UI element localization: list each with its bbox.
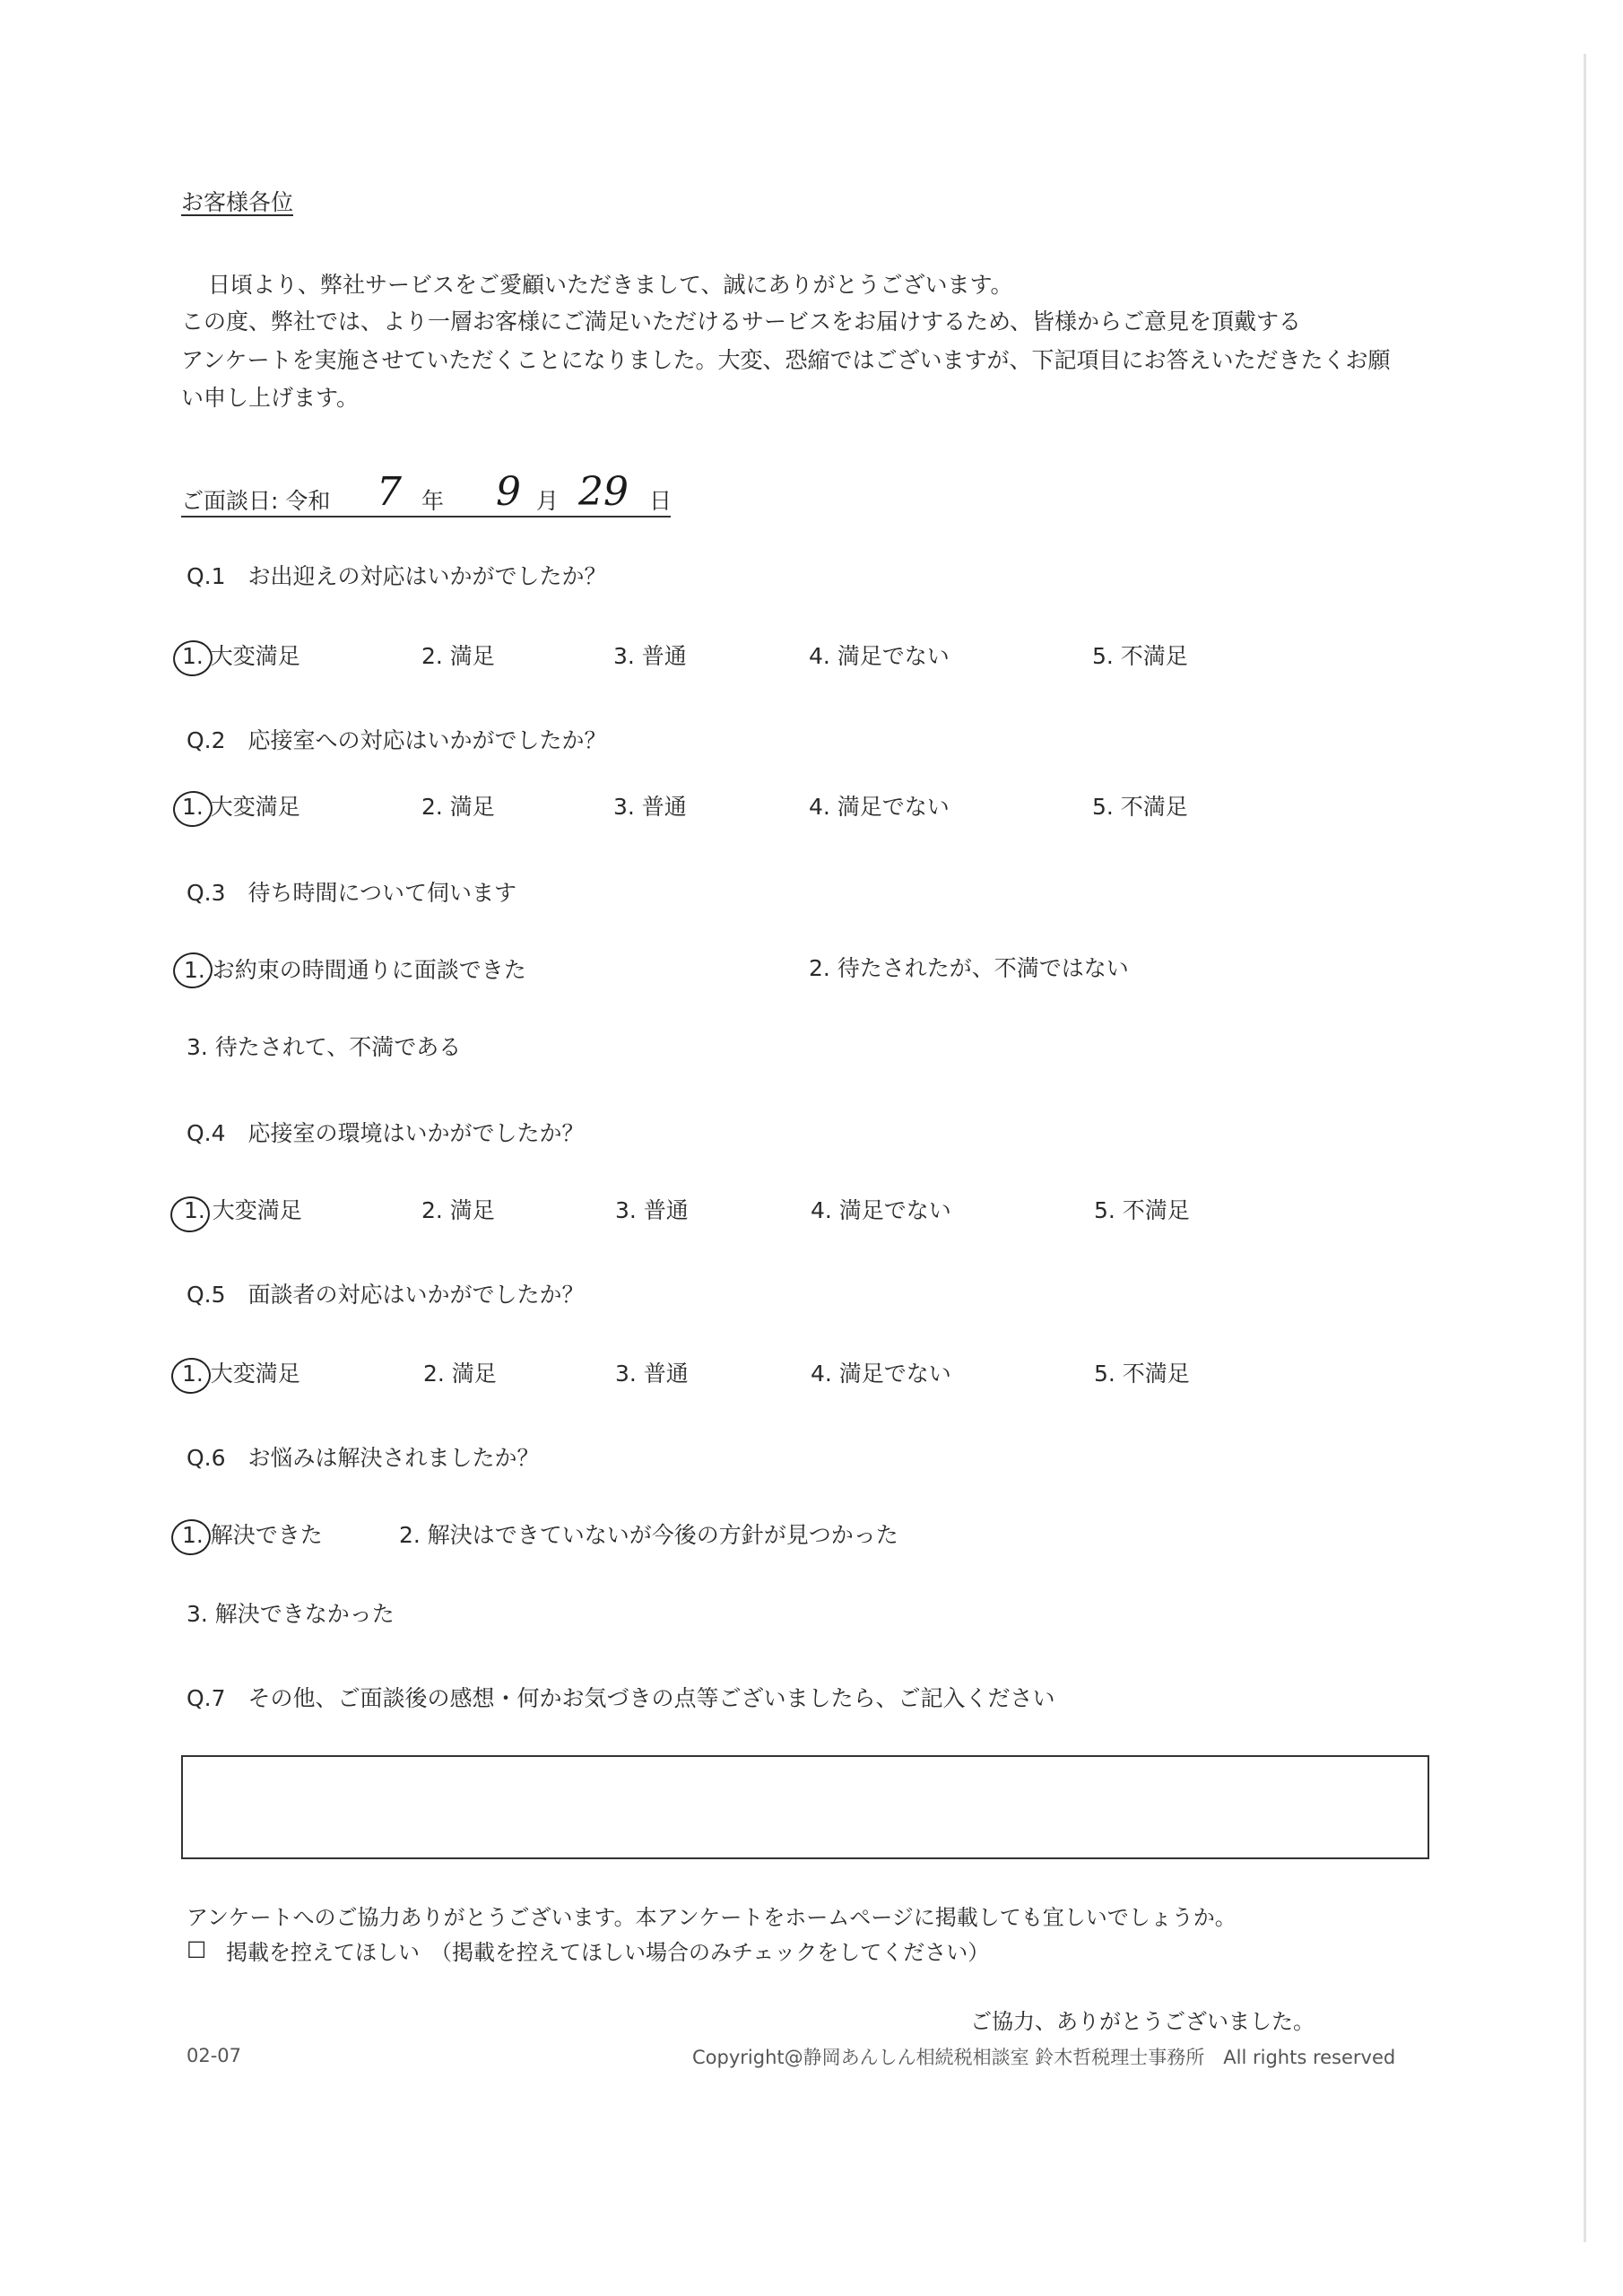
intro-line-3: アンケートを実施させていただくことになりました。大変、恐縮ではございますが、下記項目にお答えいただきたくお願 bbox=[181, 347, 1391, 373]
interview-date-year-unit: 年 bbox=[421, 488, 445, 514]
q3-option-3[interactable]: 3. 待たされて、不満である bbox=[187, 1034, 462, 1060]
interview-date-month-unit: 月 bbox=[536, 488, 560, 514]
q5-option-3[interactable]: 3. 普通 bbox=[615, 1361, 689, 1387]
intro-line-2: この度、弊社では、より一層お客様にご満足いただけるサービスをお届けするため、皆様からご意見を頂戴する bbox=[181, 309, 1302, 335]
interview-date-month[interactable]: 9 bbox=[496, 469, 521, 515]
q1-text: Q.1 お出迎えの対応はいかがでしたか？ bbox=[187, 563, 607, 589]
q7-answer bbox=[183, 1757, 1428, 1775]
q3-option-1[interactable]: 1. お約束の時間通りに面談できた bbox=[184, 957, 526, 983]
q1-option-1[interactable]: 1. 大変満足 bbox=[182, 643, 300, 669]
q2-option-1[interactable]: 1. 大変満足 bbox=[182, 794, 300, 820]
q2-option-4[interactable]: 4. 満足でない bbox=[809, 794, 950, 820]
q2-option-5[interactable]: 5. 不満足 bbox=[1092, 794, 1188, 820]
interview-date-year[interactable]: 7 bbox=[377, 469, 402, 515]
q1-option-2[interactable]: 2. 満足 bbox=[421, 643, 495, 669]
q7-text: Q.7 その他、ご面談後の感想・何かお気づきの点等ございましたら、ご記入ください bbox=[187, 1685, 1055, 1711]
q1-option-3[interactable]: 3. 普通 bbox=[613, 643, 687, 669]
q4-option-3[interactable]: 3. 普通 bbox=[615, 1197, 689, 1223]
q2-option-2[interactable]: 2. 満足 bbox=[421, 794, 495, 820]
q5-option-4[interactable]: 4. 満足でない bbox=[811, 1361, 951, 1387]
interview-date-day-unit: 日 bbox=[649, 488, 673, 514]
publish-question: アンケートへのご協力ありがとうございます。本アンケートをホームページに掲載しても宜しいでしょうか。 bbox=[187, 1905, 1237, 1930]
scan-edge-line bbox=[1584, 54, 1586, 2242]
q6-option-2[interactable]: 2. 解決はできていないが今後の方針が見つかった bbox=[399, 1522, 898, 1548]
q6-text: Q.6 お悩みは解決されましたか？ bbox=[187, 1445, 540, 1471]
interview-date-day[interactable]: 29 bbox=[578, 469, 629, 515]
interview-date-underline bbox=[181, 516, 671, 517]
q5-text: Q.5 面談者の対応はいかがでしたか？ bbox=[187, 1282, 585, 1308]
q3-option-2[interactable]: 2. 待たされたが、不満ではない bbox=[809, 955, 1129, 981]
q4-text: Q.4 応接室の環境はいかがでしたか？ bbox=[187, 1120, 585, 1146]
q4-option-4[interactable]: 4. 満足でない bbox=[811, 1197, 951, 1223]
q6-option-3[interactable]: 3. 解決できなかった bbox=[187, 1601, 395, 1627]
q2-text: Q.2 応接室への対応はいかがでしたか？ bbox=[187, 727, 607, 753]
publish-opt-out-checkbox[interactable]: ☐ bbox=[187, 1937, 207, 1963]
q4-option-1[interactable]: 1. 大変満足 bbox=[184, 1197, 302, 1223]
form-code: 02-07 bbox=[187, 2045, 242, 2066]
q7-comment-box[interactable] bbox=[181, 1755, 1429, 1859]
q6-option-1[interactable]: 1. 解決できた bbox=[182, 1522, 323, 1548]
q2-option-3[interactable]: 3. 普通 bbox=[613, 794, 687, 820]
interview-date-label: ご面談日: 令和 bbox=[181, 488, 331, 514]
greeting: お客様各位 bbox=[181, 189, 294, 215]
q5-option-2[interactable]: 2. 満足 bbox=[423, 1361, 497, 1387]
q5-option-5[interactable]: 5. 不満足 bbox=[1094, 1361, 1190, 1387]
copyright: Copyright@静岡あんしん相続税相談室 鈴木哲税理士事務所 All rights reserved bbox=[692, 2047, 1396, 2068]
intro-line-4: い申し上げます。 bbox=[181, 385, 360, 411]
q4-option-2[interactable]: 2. 満足 bbox=[421, 1197, 495, 1223]
q5-option-1[interactable]: 1. 大変満足 bbox=[182, 1361, 300, 1387]
closing-thanks: ご協力、ありがとうございました。 bbox=[970, 2009, 1315, 2034]
q1-option-4[interactable]: 4. 満足でない bbox=[809, 643, 950, 669]
intro-line-1: 日頃より、弊社サービスをご愛顧いただきまして、誠にありがとうございます。 bbox=[208, 272, 1013, 298]
q3-text: Q.3 待ち時間について伺います bbox=[187, 880, 517, 906]
q1-option-5[interactable]: 5. 不満足 bbox=[1092, 643, 1188, 669]
q4-option-5[interactable]: 5. 不満足 bbox=[1094, 1197, 1190, 1223]
publish-opt-out-label: 掲載を控えてほしい （掲載を控えてほしい場合のみチェックをしてください） bbox=[226, 1940, 990, 1965]
